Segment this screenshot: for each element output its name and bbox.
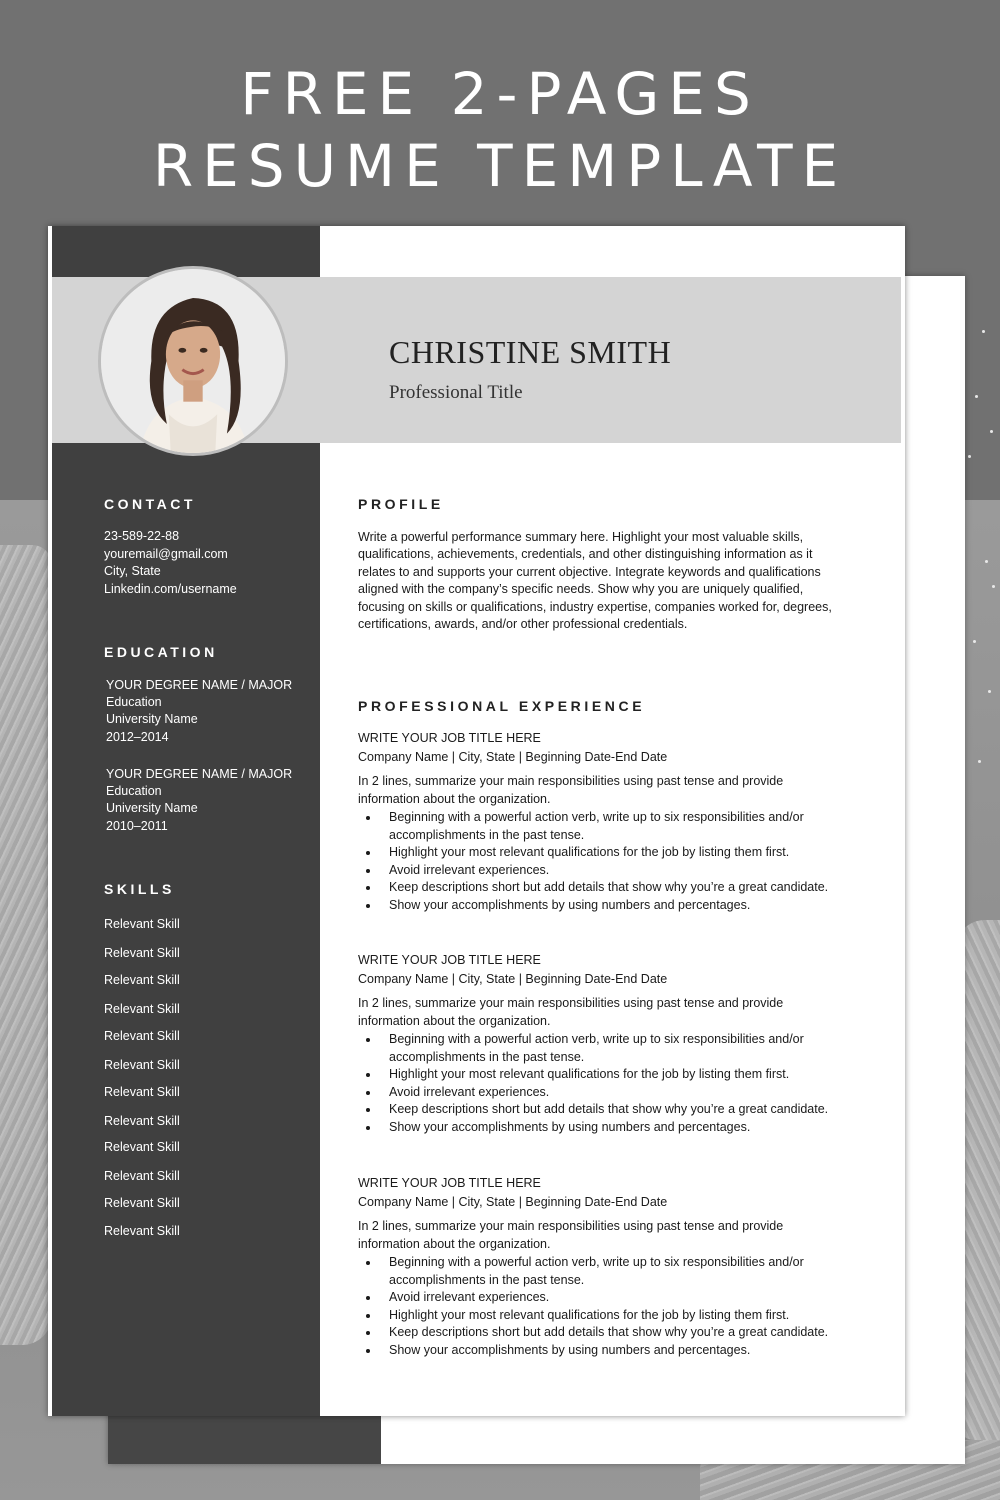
job-bullet: Keep descriptions short but add details that show why you’re a great candidate.: [358, 1324, 858, 1342]
job-company-line: Company Name | City, State | Beginning Date-End Date: [358, 972, 668, 986]
job-bullet: Show your accomplishments by using numbers and percentages.: [358, 897, 858, 915]
contact-details: [104, 528, 237, 598]
education-degree: YOUR DEGREE NAME / MAJOR: [106, 767, 293, 781]
job-bullet: Show your accomplishments by using numbers and percentages.: [358, 1119, 858, 1137]
job-title: WRITE YOUR JOB TITLE HERE: [358, 1176, 541, 1190]
education-years: 2010–2011: [106, 818, 168, 833]
skill-item: Relevant Skill: [104, 946, 180, 960]
banner-title: [0, 58, 1000, 202]
education-university: University Name: [106, 801, 198, 816]
job-bullet: Keep descriptions short but add details that show why you’re a great candidate.: [358, 879, 858, 897]
skill-item: Relevant Skill: [104, 1140, 180, 1154]
education-heading: EDUCATION: [104, 644, 218, 660]
job-bullet: Highlight your most relevant qualifications for the job by listing them first.: [358, 1066, 858, 1084]
skill-item: Relevant Skill: [104, 1085, 180, 1099]
education-years: 2012–2014: [106, 729, 169, 744]
contact-email: youremail@gmail.com: [104, 546, 228, 561]
experience-heading: PROFESSIONAL EXPERIENCE: [358, 698, 646, 714]
job-summary: In 2 lines, summarize your main responsibilities using past tense and provide information about the organization.: [358, 996, 784, 1028]
skill-item: Relevant Skill: [104, 1002, 180, 1016]
job-bullets: [358, 1031, 858, 1136]
job-entry: [358, 729, 858, 914]
banner-line-1: FREE 2-PAGES: [240, 60, 760, 128]
job-bullet: Avoid irrelevant experiences.: [358, 1289, 858, 1307]
education-field: Education: [106, 695, 162, 710]
skill-item: Relevant Skill: [104, 1169, 180, 1183]
contact-heading: CONTACT: [104, 496, 196, 512]
job-bullet: Beginning with a powerful action verb, write up to six responsibilities and/or accomplishments in the past tense.: [358, 1254, 858, 1289]
job-bullet: Highlight your most relevant qualifications for the job by listing them first.: [358, 1307, 858, 1325]
contact-phone: 23-589-22-88: [104, 529, 180, 543]
portrait-icon: [101, 269, 285, 453]
job-bullet: Avoid irrelevant experiences.: [358, 1084, 858, 1102]
job-bullet: Beginning with a powerful action verb, write up to six responsibilities and/or accomplishments in the past tense.: [358, 809, 858, 844]
skill-item: Relevant Skill: [104, 1196, 180, 1210]
profile-summary: Write a powerful performance summary here. Highlight your most valuable skills, qualifications, achievements, credentials, and other distinguishing information as it relates to and supports your current objective. Integrate keywords and qualifications aligned with the company’s specific needs. Show why you are uniquely qualified, focusing on skills or qualifications, industry expertise, companies worked for, degrees, certifications, awards, and/or other professional credentials.: [358, 530, 832, 632]
candidate-name: CHRISTINE SMITH: [389, 334, 672, 370]
job-summary: In 2 lines, summarize your main responsibilities using past tense and provide information about the organization.: [358, 1219, 784, 1251]
job-bullets: [358, 809, 858, 914]
job-company-line: Company Name | City, State | Beginning Date-End Date: [358, 750, 668, 764]
job-bullet: Show your accomplishments by using numbers and percentages.: [358, 1342, 858, 1360]
job-summary: In 2 lines, summarize your main responsibilities using past tense and provide information about the organization.: [358, 774, 784, 806]
skill-item: Relevant Skill: [104, 1029, 180, 1043]
job-bullets: [358, 1254, 858, 1359]
education-university: University Name: [106, 712, 198, 727]
resume-page-1: [48, 226, 905, 1416]
education-field: Education: [106, 784, 162, 799]
education-degree: YOUR DEGREE NAME / MAJOR: [106, 678, 293, 692]
job-entry: [358, 1174, 858, 1359]
skill-item: Relevant Skill: [104, 1224, 180, 1238]
contact-linkedin: Linkedin.com/username: [104, 581, 237, 596]
skill-item: Relevant Skill: [104, 1114, 180, 1128]
job-bullet: Avoid irrelevant experiences.: [358, 862, 858, 880]
banner-line-2: RESUME TEMPLATE: [152, 132, 848, 200]
job-company-line: Company Name | City, State | Beginning Date-End Date: [358, 1195, 668, 1209]
contact-location: City, State: [104, 564, 161, 578]
education-entry: [106, 766, 292, 835]
job-bullet: Keep descriptions short but add details that show why you’re a great candidate.: [358, 1101, 858, 1119]
job-title: WRITE YOUR JOB TITLE HERE: [358, 731, 541, 745]
education-entry: [106, 677, 292, 746]
job-bullet: Highlight your most relevant qualifications for the job by listing them first.: [358, 844, 858, 862]
job-title: WRITE YOUR JOB TITLE HERE: [358, 953, 541, 967]
profile-photo: [98, 266, 288, 456]
job-entry: [358, 951, 858, 1136]
job-bullet: Beginning with a powerful action verb, write up to six responsibilities and/or accomplishments in the past tense.: [358, 1031, 858, 1066]
profile-heading: PROFILE: [358, 496, 444, 512]
skill-item: Relevant Skill: [104, 917, 180, 931]
stone-texture-left: [0, 545, 52, 1345]
skill-item: Relevant Skill: [104, 973, 180, 987]
professional-title: Professional Title: [389, 382, 523, 403]
skill-item: Relevant Skill: [104, 1058, 180, 1072]
skills-heading: SKILLS: [104, 881, 175, 897]
